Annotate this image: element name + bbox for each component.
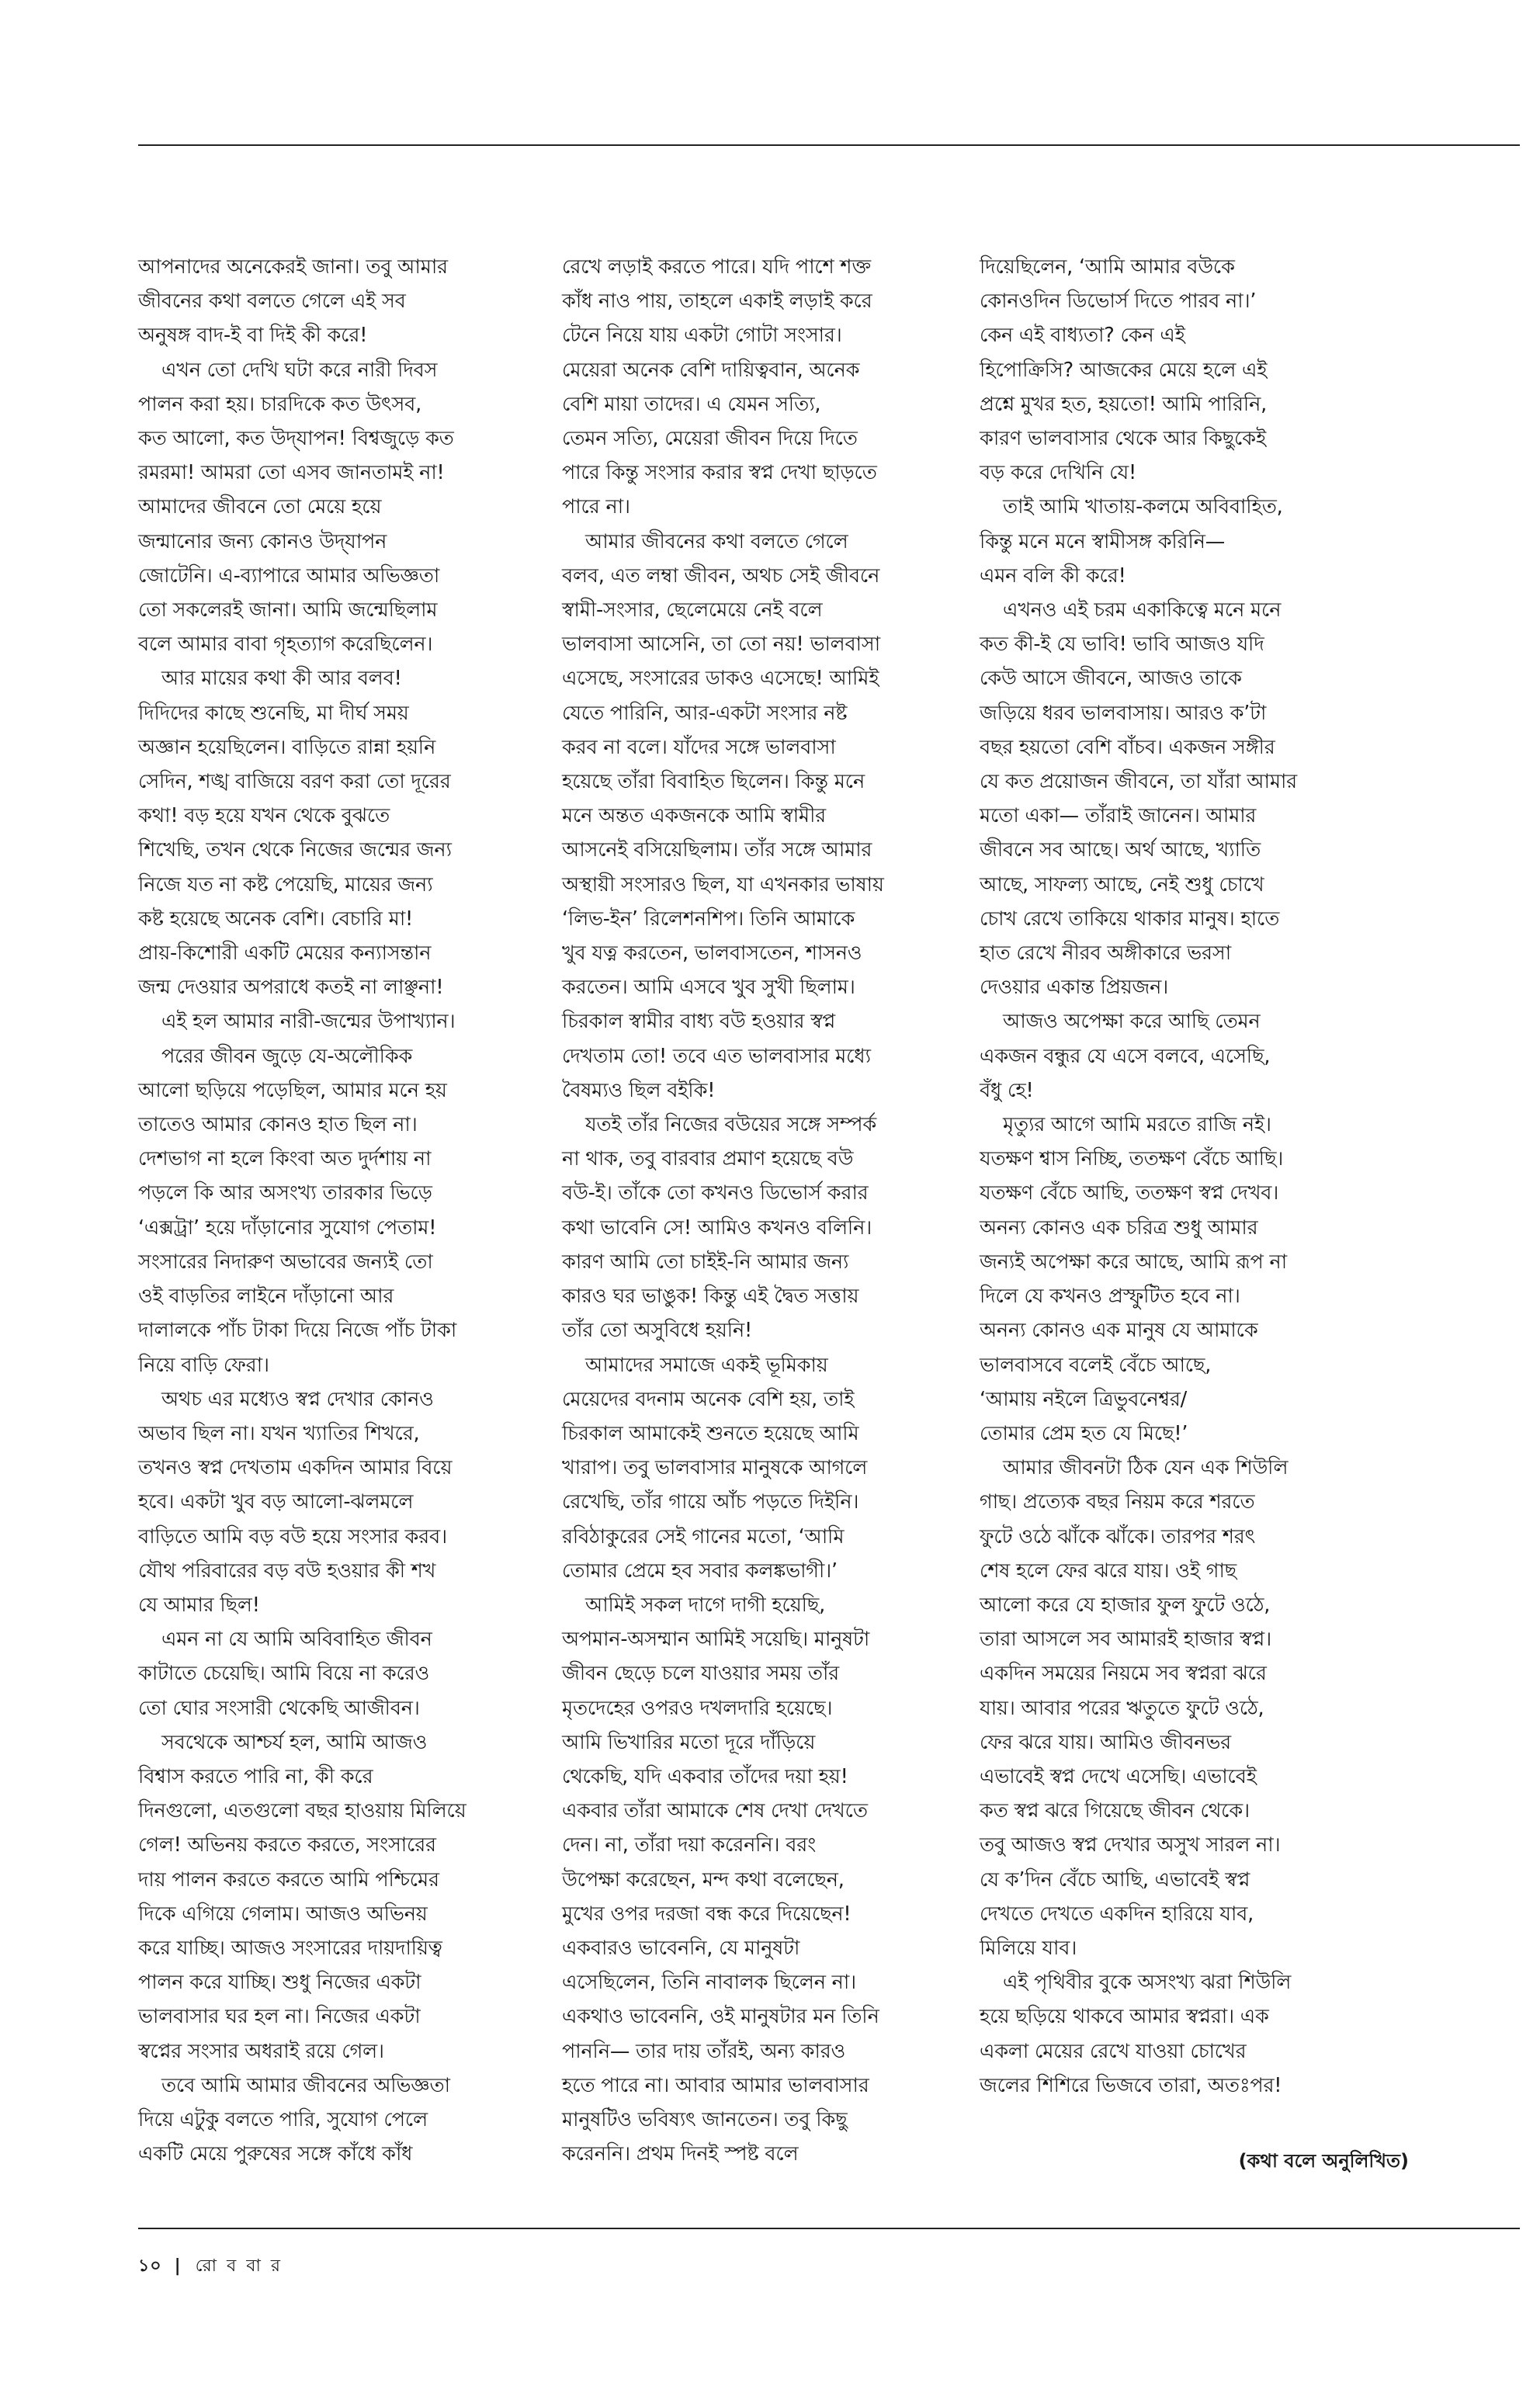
paragraph: এখন তো দেখি ঘটা করে নারী দিবস পালন করা হয়। চারদিকে কত উৎসব, কত আলো, কত উদ্‌যাপন! বিশ্বজুড়ে কত রমরমা! আমরা তো এসব জানতামই না! আমাদের জীবনে তো মেয়ে হয়ে জন্মানোর জন্য কোনও উদ্‌যাপন জোটেনি। এ-ব্যাপারে আমার অভিজ্ঞতা তো সকলেরই জানা। আমি জন্মেছিলাম বলে আমার বাবা গৃহত্যাগ করেছিলেন। <box>138 358 454 657</box>
article-column-2 <box>562 250 962 2171</box>
paragraph: দিয়েছিলেন, ‘আমি আমার বউকে কোনওদিন ডিভোর্স দিতে পারব না।’ কেন এই বাধ্যতা? কেন এই হিপোক্রিসি? আজকের মেয়ে হলে এই প্রশ্নে মুখর হত, হয়তো! আমি পারিনি, কারণ ভালবাসার থেকে আর কিছুকেই বড় করে দেখিনি যে! <box>980 255 1268 485</box>
top-rule <box>138 144 1520 146</box>
article-credit: (কথা বলে অনুলিখিত) <box>1238 2150 1409 2172</box>
paragraph: তাই আমি খাতায়-কলমে অবিবাহিত, কিন্তু মনে মনে স্বামীসঙ্গ করিনি— এমন বলি কী করে! <box>980 495 1283 588</box>
paragraph: মৃত্যুর আগে আমি মরতে রাজি নই। যতক্ষণ শ্বাস নিচ্ছি, ততক্ষণ বেঁচে আছি। যতক্ষণ বেঁচে আছি, ততক্ষণ স্বপ্ন দেখব। অনন্য কোনও এক চরিত্র শুধু আমার জন্যই অপেক্ষা করে আছে, আমি রূপ না দিলে যে কখনও প্রস্ফুটিত হবে না। অনন্য কোনও এক মানুষ যে আমাকে ভালবাসবে বলেই বেঁচে আছে, ‘আমায় নইলে ত্রিভুবনেশ্বর/ তোমার প্রেম হত যে মিছে!’ <box>980 1113 1287 1445</box>
paragraph: আমার জীবনের কথা বলতে গেলে বলব, এত লম্বা জীবন, অথচ সেই জীবনে স্বামী-সংসার, ছেলেমেয়ে নেই বলে ভালবাসা আসেনি, তা তো নয়! ভালবাসা এসেছে, সংসারের ডাকও এসেছে! আমিই যেতে পারিনি, আর-একটা সংসার নষ্ট করব না বলে। যাঁদের সঙ্গে ভালবাসা হয়েছে তাঁরা বিবাহিত ছিলেন। কিন্তু মনে মনে অন্তত একজনকে আমি স্বামীর আসনেই বসিয়েছিলাম। তাঁর সঙ্গে আমার অস্থায়ী সংসারও ছিল, যা এখনকার ভাষায় ‘লিভ-ইন’ রিলেশনশিপ। তিনি আমাকে খুব যত্ন করতেন, ভালবাসতেন, শাসনও করতেন। আমি এসবে খুব সুখী ছিলাম। চিরকাল স্বামীর বাধ্য বউ হওয়ার স্বপ্ন দেখতাম তো! তবে এত ভালবাসার মধ্যে বৈষম্যও ছিল বইকি! <box>562 529 884 1102</box>
paragraph: এমন না যে আমি অবিবাহিত জীবন কাটাতে চেয়েছি। আমি বিয়ে না করেও তো ঘোর সংসারী থেকেছি আজীবন। <box>138 1628 432 1720</box>
magazine-name: রো ব বা র <box>195 2256 283 2276</box>
bottom-rule <box>138 2228 1520 2229</box>
paragraph: অথচ এর মধ্যেও স্বপ্ন দেখার কোনও অভাব ছিল না। যখন খ্যাতির শিখরে, তখনও স্বপ্ন দেখতাম একদিন আমার বিয়ে হবে। একটা খুব বড় আলো-ঝলমলে বাড়িতে আমি বড় বউ হয়ে সংসার করব। যৌথ পরিবারের বড় বউ হওয়ার কী শখ যে আমার ছিল! <box>138 1387 453 1617</box>
paragraph: আমার জীবনটা ঠিক যেন এক শিউলি গাছ। প্রত্যেক বছর নিয়ম করে শরতে ফুটে ওঠে ঝাঁকে ঝাঁকে। তারপর শরৎ শেষ হলে ফের ঝরে যায়। ওই গাছ আলো করে যে হাজার ফুল ফুটে ওঠে, তারা আসলে সব আমারই হাজার স্বপ্ন। একদিন সময়ের নিয়মে সব স্বপ্নরা ঝরে যায়। আবার পরের ঋতুতে ফুটে ওঠে, ফের ঝরে যায়। আমিও জীবনভর এভাবেই স্বপ্ন দেখে এসেছি। এভাবেই কত স্বপ্ন ঝরে গিয়েছে জীবন থেকে। তবু আজও স্বপ্ন দেখার অসুখ সারল না। যে ক’দিন বেঁচে আছি, এভাবেই স্বপ্ন দেখতে দেখতে একদিন হারিয়ে যাব, মিলিয়ে যাব। <box>980 1456 1289 1960</box>
paragraph: এখনও এই চরম একাকিত্বে মনে মনে কত কী-ই যে ভাবি! ভাবি আজও যদি কেউ আসে জীবনে, আজও তাকে জড়িয়ে ধরব ভালবাসায়। আরও ক’টা বছর হয়তো বেশি বাঁচব। একজন সঙ্গীর যে কত প্রয়োজন জীবনে, তা যাঁরা আমার মতো একা— তাঁরাই জানেন। আমার জীবনে সব আছে। অর্থ আছে, খ্যাতি আছে, সাফল্য আছে, নেই শুধু চোখে চোখ রেখে তাকিয়ে থাকার মানুষ। হাতে হাত রেখে নীরব অঙ্গীকারে ভরসা দেওয়ার একান্ত প্রিয়জন। <box>980 598 1298 1000</box>
paragraph: পরের জীবন জুড়ে যে-অলৌকিক আলো ছড়িয়ে পড়েছিল, আমার মনে হয় তাতেও আমার কোনও হাত ছিল না। দেশভাগ না হলে কিংবা অত দুর্দশায় না পড়লে কি আর অসংখ্য তারকার ভিড়ে ‘এক্সট্রা’ হয়ে দাঁড়ানোর সুযোগ পেতাম! সংসারের নিদারুণ অভাবের জন্যই তো ওই বাড়তির লাইনে দাঁড়ানো আর দালালকে পাঁচ টাকা দিয়ে নিজে পাঁচ টাকা নিয়ে বাড়ি ফেরা। <box>138 1044 457 1377</box>
paragraph: এই পৃথিবীর বুকে অসংখ্য ঝরা শিউলি হয়ে ছড়িয়ে থাকবে আমার স্বপ্নরা। এক একলা মেয়ের রেখে যাওয়া চোখের জলের শিশিরে ভিজবে তারা, অতঃপর! <box>980 1971 1292 2097</box>
paragraph: আর মায়ের কথা কী আর বলব! দিদিদের কাছে শুনেছি, মা দীর্ঘ সময় অজ্ঞান হয়েছিলেন। বাড়িতে রান্না হয়নি সেদিন, শঙ্খ বাজিয়ে বরণ করা তো দূরের কথা! বড় হয়ে যখন থেকে বুঝতে শিখেছি, তখন থেকে নিজের জন্মের জন্য নিজে যত না কষ্ট পেয়েছি, মায়ের জন্য কষ্ট হয়েছে অনেক বেশি। বেচারি মা! প্রায়-কিশোরী একটি মেয়ের কন্যাসন্তান জন্ম দেওয়ার অপরাধে কতই না লাঞ্ছনা! <box>138 667 452 1000</box>
paragraph: আমিই সকল দাগে দাগী হয়েছি, অপমান-অসম্মান আমিই সয়েছি। মানুষটা জীবন ছেড়ে চলে যাওয়ার সময় তাঁর মৃতদেহের ওপরও দখলদারি হয়েছে। আমি ভিখারির মতো দূরে দাঁড়িয়ে থেকেছি, যদি একবার তাঁদের দয়া হয়! একবার তাঁরা আমাকে শেষ দেখা দেখতে দেন। না, তাঁরা দয়া করেননি। বরং উপেক্ষা করেছেন, মন্দ কথা বলেছেন, মুখের ওপর দরজা বন্ধ করে দিয়েছেন! একবারও ভাবেননি, যে মানুষটা এসেছিলেন, তিনি নাবালক ছিলেন না। একথাও ভাবেননি, ওই মানুষটার মন তিনি পাননি— তার দায় তাঁরই, অন্য কারও হতে পারে না। আবার আমার ভালবাসার মানুষটিও ভবিষ্যৎ জানতেন। তবু কিছু করেননি। প্রথম দিনই স্পষ্ট বলে <box>562 1593 879 2166</box>
page-footer <box>138 2253 283 2281</box>
paragraph: তবে আমি আমার জীবনের অভিজ্ঞতা দিয়ে এটুকু বলতে পারি, সুযোগ পেলে একটি মেয়ে পুরুষের সঙ্গে কাঁধে কাঁধ <box>138 2073 450 2166</box>
paragraph: আজও অপেক্ষা করে আছি তেমন একজন বন্ধুর যে এসে বলবে, এসেছি, বঁধু হে! <box>980 1010 1271 1102</box>
article-column-1 <box>138 250 526 2171</box>
paragraph: সবথেকে আশ্চর্য হল, আমি আজও বিশ্বাস করতে পারি না, কী করে দিনগুলো, এতগুলো বছর হাওয়ায় মিলিয়ে গেল! অভিনয় করতে করতে, সংসারের দায় পালন করতে করতে আমি পশ্চিমের দিকে এগিয়ে গেলাম। আজও অভিনয় করে যাচ্ছি। আজও সংসারের দায়দায়িত্ব পালন করে যাচ্ছি। শুধু নিজের একটা ভালবাসার ঘর হল না। নিজের একটা স্বপ্নের সংসার অধরাই রয়ে গেল। <box>138 1730 467 2063</box>
article-column-3 <box>980 250 1422 2103</box>
footer-separator: | <box>174 2256 183 2276</box>
page-number: ১০ <box>138 2256 162 2276</box>
paragraph: এই হল আমার নারী-জন্মের উপাখ্যান। <box>161 1010 456 1034</box>
paragraph: আপনাদের অনেকেরই জানা। তবু আমার জীবনের কথা বলতে গেলে এই সব অনুষঙ্গ বাদ-ই বা দিই কী করে! <box>138 255 448 348</box>
paragraph: আমাদের সমাজে একই ভূমিকায় মেয়েদের বদনাম অনেক বেশি হয়, তাই চিরকাল আমাকেই শুনতে হয়েছে আমি খারাপ। তবু ভালবাসার মানুষকে আগলে রেখেছি, তাঁর গায়ে আঁচ পড়তে দিইনি। রবিঠাকুরের সেই গানের মতো, ‘আমি তোমার প্রেমে হব সবার কলঙ্কভাগী।’ <box>562 1353 868 1583</box>
paragraph: রেখে লড়াই করতে পারে। যদি পাশে শক্ত কাঁধ নাও পায়, তাহলে একাই লড়াই করে টেনে নিয়ে যায় একটা গোটা সংসার। মেয়েরা অনেক বেশি দায়িত্ববান, অনেক বেশি মায়া তাদের। এ যেমন সত্যি, তেমন সত্যি, মেয়েরা জীবন দিয়ে দিতে পারে কিন্তু সংসার করার স্বপ্ন দেখা ছাড়তে পারে না। <box>562 255 877 519</box>
paragraph: যতই তাঁর নিজের বউয়ের সঙ্গে সম্পর্ক না থাক, তবু বারবার প্রমাণ হয়েছে বউ বউ-ই। তাঁকে তো কখনও ডিভোর্স করার কথা ভাবেনি সে! আমিও কখনও বলিনি। কারণ আমি তো চাইই-নি আমার জন্য কারও ঘর ভাঙুক! কিন্তু এই দ্বৈত সত্তায় তাঁর তো অসুবিধে হয়নি! <box>562 1113 876 1343</box>
